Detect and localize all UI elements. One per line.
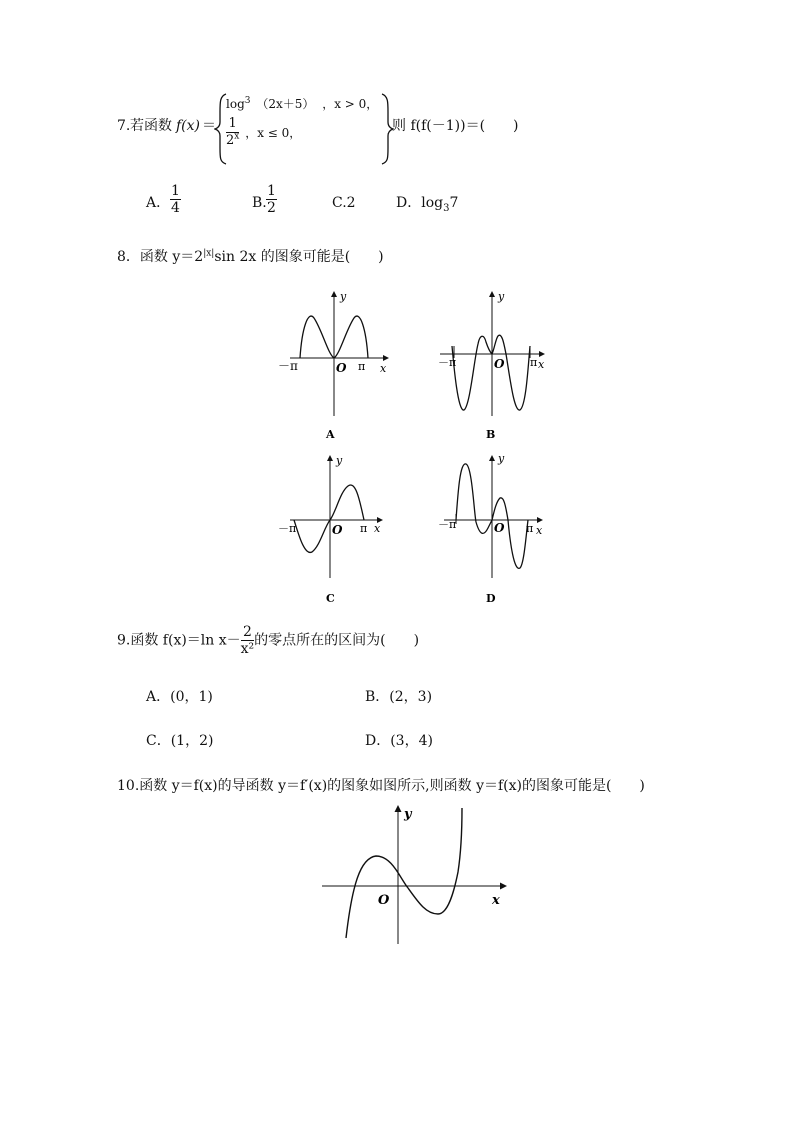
q9-option-d: D．(3，4) [365,733,433,749]
q7-fx: f(x) [176,118,201,134]
q7-option-d-base: 3 [443,202,450,214]
q9-stem [117,624,419,657]
q7-option-d [396,194,458,218]
q8a-caption: A [326,428,335,441]
q7-option-c: C.2 [332,195,356,211]
q8-graph-b [434,288,554,448]
q7-option-d-label: D．log [396,195,444,211]
q8b-x-label: x [538,358,545,371]
q8c-x-label: x [374,522,381,535]
q8b-y-label: y [498,290,505,303]
q7-option-a-fraction [170,183,181,216]
q7-option-b-fraction [266,183,277,216]
q7-case2-fraction [226,116,239,149]
q7-case2-cond: ，x ≤ 0， [245,126,302,140]
q8c-pi-label: π [360,522,368,535]
q7-case-1 [226,95,378,112]
q8b-origin-label: O [494,357,505,371]
q7-option-b-den: 2 [267,200,276,216]
q7-option-a-label: A． [146,195,171,211]
q8a-origin-label: O [336,361,347,375]
q8b-caption: B [486,428,496,441]
q8c-caption: C [326,592,335,605]
q7-option-b-label: B. [252,195,267,211]
q8-text-exp: |x| [203,248,215,259]
q9-text-post: 的零点所在的区间为( ) [254,632,420,649]
q7-case2-num: 1 [226,116,239,133]
q7-option-a-den: 4 [171,200,180,216]
q10-origin-label: O [378,893,390,908]
q8d-neg-pi-label: －π [438,518,457,531]
q7-case2-exp: x [234,131,240,142]
q8d-origin-label: O [494,521,505,535]
q7-lead: 若函数 [130,118,172,134]
q8-text-pre: 8．函数 y＝2 [117,249,204,265]
q8a-neg-pi-label: －π [278,359,298,373]
q8c-origin-label: O [332,523,343,537]
q8d-x-label: x [536,524,543,537]
q8-graph-a [276,288,396,448]
q9-fraction [241,624,255,657]
q8d-caption: D [486,592,496,605]
q8a-y-label: y [340,290,347,303]
q7-case1-log: log [226,97,245,111]
q10-x-label: x [492,893,500,908]
q7-case2-den: 2 [226,133,235,148]
q8b-neg-pi-label: －π [438,356,457,369]
q7-case1-arg: （2x＋5） [256,97,315,111]
q8a-pi-label: π [358,360,366,373]
q8a-x-label: x [380,362,387,375]
q8c-neg-pi-label: －π [278,522,297,535]
q9-frac-num: 2 [241,624,255,641]
q10-stem: 10.函数 y＝f(x)的导函数 y＝f′(x)的图象如图所示,则函数 y＝f(x)的图象可能是( ) [117,778,645,794]
q8b-curve [452,335,530,410]
q7-eq: ＝ [202,118,216,134]
q7-case1-cond: ，x > 0， [322,97,379,111]
q8-graph-d [434,452,554,612]
q9-option-a: A．(0，1) [146,689,213,705]
q9-frac-den: x² [240,641,255,657]
q7-tail: 则 f(f(－1))＝( ) [392,118,519,134]
q8c-curve [294,485,364,552]
q9-option-c: C．(1，2) [146,733,214,749]
q8c-y-label: y [336,454,343,467]
q7-option-d-val: 7 [449,195,459,211]
q7-option-b-num: 1 [267,183,276,199]
q9-text-pre: 9.函数 f(x)＝ln x－ [117,632,241,649]
q7-number: 7. [117,118,131,134]
q7-option-a-num: 1 [171,183,180,199]
q8-text-post: sin 2x 的图象可能是( ) [214,249,384,265]
q8-graph-c [276,452,396,612]
q7-case-2 [226,116,301,149]
q10-graph [318,802,514,948]
q10-derivative-curve [346,808,462,938]
q8d-y-label: y [498,452,505,465]
q8b-pi-label: π [530,356,538,369]
q8d-pi-label: π [526,522,534,535]
q9-option-b: B．(2，3) [365,689,433,705]
q8-stem [117,248,384,266]
q10-y-label: y [404,807,412,822]
q7-case1-base: 3 [244,96,251,106]
